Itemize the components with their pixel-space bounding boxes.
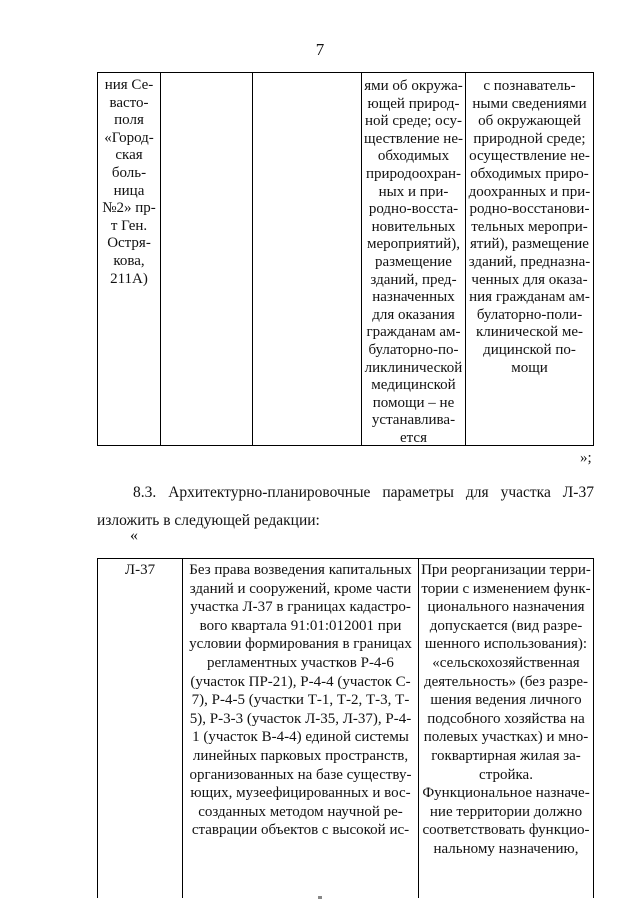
table-cell-permitted-use: При реорганизации терри- тории с изменением функ- ционального назначения допускается (вид разре- шенного использования): «сельскохозяйственная деятельность» (без разре- шения ведения личного подсобного хозяйства на полевых участках) и мно- гоквартирная жилая за- стройка. Функциональное назначе- ние территории должно соответствовать функцио- нальному назначению,	[421, 562, 591, 857]
paragraph-line-2: изложить в следующей редакции:	[97, 512, 320, 529]
page-number: 7	[315, 40, 325, 59]
scan-artifact	[318, 896, 322, 899]
paragraph-word: Л-37	[562, 484, 594, 501]
table-border-bottom	[97, 445, 594, 446]
paragraph-word: параметры	[382, 484, 454, 501]
table-cell-restrictions: Без права возведения капитальных зданий и сооружений, кроме части участка Л-37 в границах кадастро- вого квартала 91:01:012001 при условии формирования в границах регламентных участков Р-4-6 (участок ПР-21), Р-4-4 (участок С- 7), Р-4-5 (участки Т-1, Т-2, Т-3, Т- 5), Р-3-3 (участок Л-35, Л-37), Р-4- 1 (участок В-4-4) единой системы линейных парковых пространств, организованных на базе существу- ющих, музеефицированных и вос- созданных методом научной ре- ставрации объектов с высокой ис-	[189, 562, 412, 839]
paragraph-word: для	[465, 484, 489, 501]
closing-quote: »;	[580, 450, 592, 466]
table-continuation	[97, 72, 594, 446]
table-cell-zone-code: Л-37	[124, 562, 156, 578]
paragraph-word: Архитектурно-планировочные	[168, 484, 371, 501]
paragraph-word: участка	[500, 484, 551, 501]
table-l37	[97, 558, 594, 898]
table-border-left	[97, 558, 98, 898]
table-cell-restrictions: ями об окружа- ющей природ- ной среде; осу- ществление не- обходимых природоохран- ных и при- родно-восста- новительных мероприятий), размещение зданий, пред- назначенных для оказания гражданам ам- булаторно-по- ликлинической медицинской помощи – не устанавлива- ется	[364, 78, 463, 446]
table-col-divider	[252, 72, 253, 446]
table-col-divider	[160, 72, 161, 446]
table-cell-permitted-use: с познаватель- ными сведениями об окружающей природной среде; осуществление не- обходимых приро- доохранных и при- родно-восстанови- тельных меропри- ятий), размещение зданий, предназна- ченных для оказа- ния гражданам ам- булаторно-поли- клинической ме- дицинской по- мощи	[468, 78, 591, 376]
table-border-top	[97, 558, 594, 559]
amendment-paragraph	[97, 479, 594, 535]
table-cell-location: ния Се- васто- поля «Город- ская боль- ница №2» пр- т Ген. Остря- кова, 211А)	[102, 77, 156, 287]
opening-quote: «	[130, 527, 138, 544]
paragraph-line-1	[97, 479, 594, 507]
table-border-top	[97, 72, 594, 73]
table-border-right	[593, 558, 594, 898]
table-border-right	[593, 72, 594, 446]
paragraph-number: 8.3.	[133, 484, 157, 501]
